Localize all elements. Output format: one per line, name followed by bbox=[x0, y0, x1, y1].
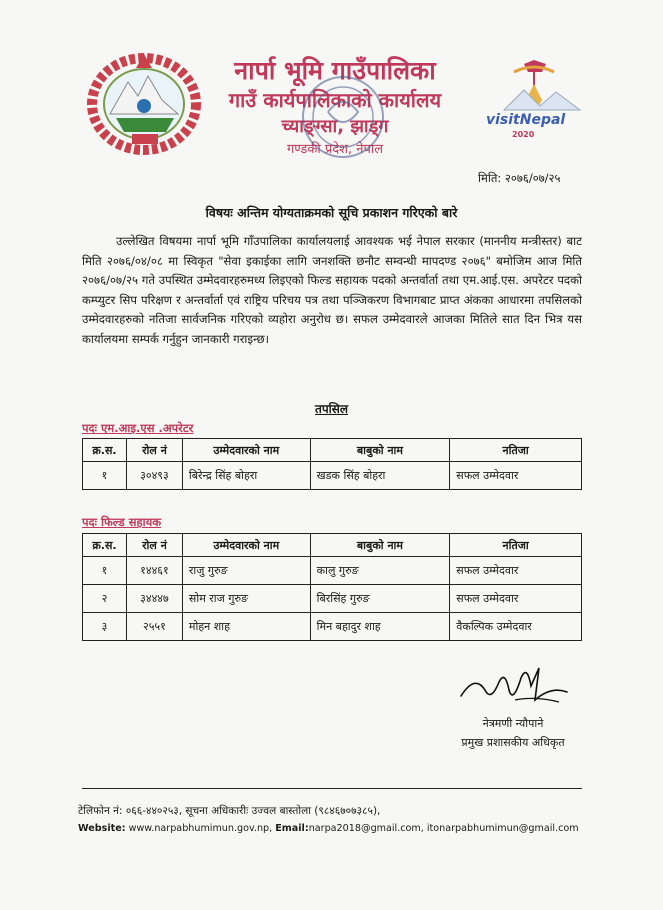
office-stamp bbox=[298, 72, 388, 162]
cell-result: सफल उम्मेदवार bbox=[450, 557, 582, 585]
office-address: गण्डकी प्रदेश, नेपाल bbox=[286, 142, 384, 157]
table-row bbox=[83, 585, 582, 613]
cell-candidate: मोहन शाह bbox=[182, 613, 310, 641]
footer-divider bbox=[82, 788, 582, 789]
signatory-name: नेत्रमणी न्यौपाने bbox=[482, 717, 544, 730]
visit-nepal-brand: visitNepal bbox=[486, 112, 566, 128]
col-header-roll: रोल नं bbox=[126, 534, 182, 557]
office-subtitle: गाउँ कार्यपालिकाको कार्यालय bbox=[228, 88, 442, 112]
col-header-father: बाबुको नाम bbox=[310, 439, 450, 462]
cell-father: बिरसिंह गुरुङ bbox=[310, 585, 450, 613]
cell-sn: १ bbox=[83, 462, 127, 490]
results-table-mis-operator bbox=[82, 438, 582, 490]
cell-result: सफल उम्मेदवार bbox=[450, 462, 582, 490]
cell-father: खडक सिंह बोहरा bbox=[310, 462, 450, 490]
signatory-block bbox=[438, 714, 588, 752]
table-header-row bbox=[83, 534, 582, 557]
cell-candidate: बिरेन्द्र सिंह बोहरा bbox=[182, 462, 310, 490]
cell-roll: २५५१ bbox=[126, 613, 182, 641]
cell-father: मिन बहादुर शाह bbox=[310, 613, 450, 641]
website-link[interactable]: www.narpabhumimun.gov.np, bbox=[128, 823, 273, 834]
cell-result: वैकल्पिक उम्मेदवार bbox=[450, 613, 582, 641]
cell-father: कालु गुरुङ bbox=[310, 557, 450, 585]
letter-date: मिति: २०७६/०७/२५ bbox=[478, 171, 561, 185]
results-table-field-assistant bbox=[82, 533, 582, 641]
section-title-field-assistant: पदः फिल्ड सहायक bbox=[82, 515, 162, 529]
cell-result: सफल उम्मेदवार bbox=[450, 585, 582, 613]
table-row bbox=[83, 613, 582, 641]
annex-title: तपसिल bbox=[314, 402, 348, 416]
visit-nepal-year: 2020 bbox=[512, 130, 535, 139]
handwritten-signature bbox=[455, 656, 575, 718]
cell-sn: ३ bbox=[83, 613, 127, 641]
cell-sn: १ bbox=[83, 557, 127, 585]
col-header-candidate: उम्मेदवारको नाम bbox=[182, 534, 310, 557]
col-header-father: बाबुको नाम bbox=[310, 534, 450, 557]
cell-candidate: राजु गुरुङ bbox=[182, 557, 310, 585]
col-header-sn: क्र.स. bbox=[83, 439, 127, 462]
office-place: च्याङ्ग्सा, झाड्ग bbox=[281, 116, 389, 137]
section-title-mis-operator: पदः एम.आइ.एस .अपरेटर bbox=[82, 421, 194, 435]
col-header-result: नतिजा bbox=[450, 534, 582, 557]
letter-body bbox=[82, 232, 582, 349]
letter-footer bbox=[78, 802, 598, 838]
footer-web-line bbox=[78, 820, 598, 838]
col-header-sn: क्र.स. bbox=[83, 534, 127, 557]
col-header-candidate: उम्मेदवारको नाम bbox=[182, 439, 310, 462]
cell-candidate: सोम राज गुरुङ bbox=[182, 585, 310, 613]
cell-sn: २ bbox=[83, 585, 127, 613]
nepal-emblem-logo bbox=[86, 48, 202, 156]
office-name: नार्पा भूमि गाउँपालिका bbox=[234, 56, 436, 85]
table-header-row bbox=[83, 439, 582, 462]
email-link[interactable]: narpa2018@gmail.com, itonarpabhumimun@gmail.com bbox=[308, 823, 579, 834]
footer-contact-line: टेलिफोन नं: ०६६-४४०२५३, सूचना अधिकारीः उज्वल बास्तोला (९८४६७०७३८५), bbox=[78, 805, 381, 817]
signatory-title: प्रमुख प्रशासकीय अधिकृत bbox=[461, 736, 565, 749]
col-header-result: नतिजा bbox=[450, 439, 582, 462]
table-row bbox=[83, 557, 582, 585]
cell-roll: ३०४९३ bbox=[126, 462, 182, 490]
table-row bbox=[83, 462, 582, 490]
letterhead bbox=[0, 0, 663, 200]
cell-roll: १४४६१ bbox=[126, 557, 182, 585]
website-label: Website: bbox=[78, 823, 126, 834]
col-header-roll: रोल नं bbox=[126, 439, 182, 462]
cell-roll: ३४४४७ bbox=[126, 585, 182, 613]
body-paragraph: उल्लेखित विषयमा नार्पा भूमि गाँउपालिका कार्यालयलाई आवश्यक भई नेपाल सरकार (माननीय मन्त्रीस्तर) बाट मिति २०७६/०४/०८ मा स्विकृत "सेवा इकाईका लागि जनशक्ति छनौट सम्वन्धी मापदण्ड २०७६" बमोजिम आज मिति २०७६/०७/२५ गते उपस्थित उम्मेदवारहरुमध्य लिइएको फिल्ड सहायक पदको अन्तर्वार्ता तथा एम.आई.एस. अपरेटर पदको कम्प्युटर सिप परिक्षण र अन्तर्वार्ता एवं राष्ट्रिय परिचय पत्र तथा पञ्जिकरण विभागबाट प्राप्त अंकका आधारमा तपसिलको उम्मेदवारहरुको नतिजा सार्वजनिक गरिएको व्यहोरा अनुरोध छ। सफल उम्मेदवारले आजका मितिले सात दिन भित्र यस कार्यालयमा सम्पर्क गर्नुहुन जानकारी गराइन्छ। bbox=[82, 234, 582, 346]
letter-subject: विषयः अन्तिम योग्यताक्रमको सूचि प्रकाशन गरिएको बारे bbox=[205, 205, 458, 220]
email-label: Email: bbox=[275, 823, 309, 834]
